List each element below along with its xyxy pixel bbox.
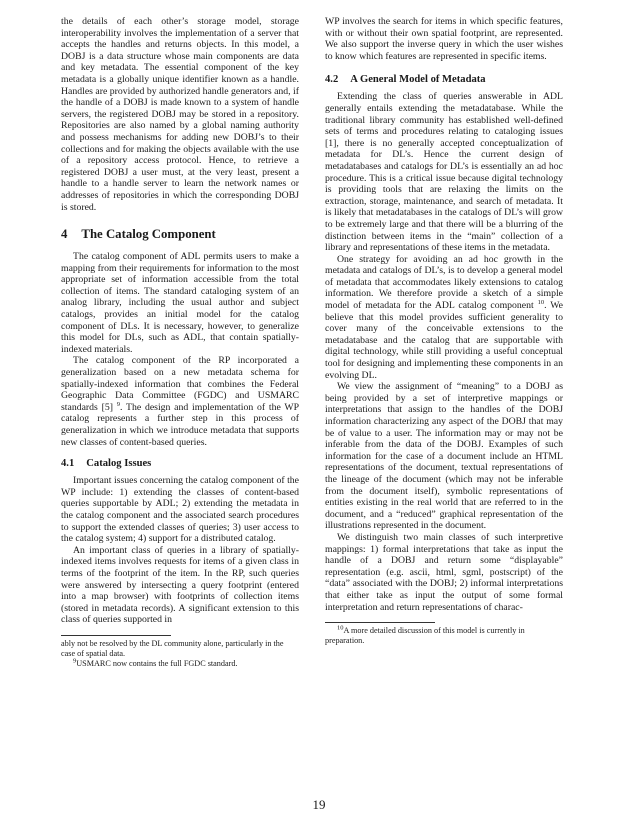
paragraph-text: . We believe that this model provides sufficient generality to cover many of the conceivable extensions to the metadatabase and the catalog that are supportable with digital technology, while still providing a useful conceptual tool for designing and implementing these components in an evolving DL. — [325, 300, 564, 381]
footnote-text: USMARC now contains the full FGDC standard. — [76, 658, 238, 668]
paragraph — [61, 355, 299, 448]
footnote-ref: 10 — [537, 298, 545, 306]
paragraph-text: One strategy for avoiding an ad hoc growth in the metadata and catalogs of DL’s, is to develop a general model of metadata that accommodates likely extensions to catalog information. We therefore provide a sketch of a simple model of metadata for the ADL catalog component — [325, 253, 563, 312]
subsection-number: 4.1 — [61, 458, 75, 470]
footnote-rule — [325, 622, 435, 623]
section-heading — [61, 227, 299, 242]
page-number: 19 — [312, 797, 326, 812]
paragraph — [325, 254, 563, 382]
paragraph: An important class of queries in a library of spatially-indexed items involves requests for items of a given class in terms of the footprint of the item. In the RP, such queries were answered by intersecting a query footprint (entered into a map browser) with footprints of collection items (stored in metadata records). A significant extension to this class of queries supported in — [61, 544, 299, 626]
footnote: ably not be resolved by the DL community alone, particularly in the case of spatial data. — [61, 638, 284, 658]
footnote — [61, 656, 299, 669]
subsection-heading — [61, 457, 299, 470]
subsection-title: Catalog Issues — [86, 458, 152, 470]
paragraph: the details of each other’s storage model, storage interoperability involves the implementation of a server that accepts the handles and returns objects. In this model, a DOBJ is a data structure whose main components are data and key metadata. The essential component of the key metadata is a globally unique identifier known as a handle. Handles are provided by authorized handle generators and, if the handle of a DOBJ is made known to a system of handle servers, the registered DOBJ may be stored in a repository. Repositories are also named by a global naming authority and possess mechanisms for adding new DOBJ’s to their collections and for making the objects available with the use of a repository access protocol. Hence, to retrieve a registered DOBJ a user must, at the very least, present a handle to a handle server to learn the network names or addresses of repositories in which the corresponding DOBJ is stored. — [61, 16, 299, 213]
footnote-text: A more detailed discussion of this model is currently in preparation. — [325, 626, 525, 645]
paragraph: We view the assignment of “meaning” to a DOBJ as being provided by a set of interpretive mappings or interpretations that assign to the handles of the DOBJ information characterizing any aspect of the DOBJ that may be of value to a user. The information may or may not be inferable from the data of the DOBJ. Examples of such information for the case of a document include an HTML representations of the document, textual representations of the lineage of the document (which may not be inferable from the document itself), symbolic representations of entities existing in the real world that are referred to in the document, and a “reduced” graphical representation of the illustrations represented in the document. — [325, 381, 563, 532]
subsection-heading — [325, 73, 563, 86]
paragraph-text: The catalog component of the RP incorporated a generalization based on a new metadata schema for spatially-indexed information that combines the Federal Geographic Data Committee (FGDC) and USMARC standards [5] — [61, 355, 299, 413]
paragraph: Important issues concerning the catalog component of the WP include: 1) extending the classes of content-based queries supportable by ADL; 2) extending the metadata in the catalog component and the associated search procedures to support the extended classes of queries; 3) user access to the catalog system; 4) support for a distributed catalog. — [61, 475, 299, 545]
section-number: 4 — [61, 227, 68, 242]
paragraph: Extending the class of queries answerable in ADL generally entails extending the metadatabase. While the traditional library community has established well-defined sets of terms and procedures relating to cataloging issues [1], there is no generally accepted conceptualization of metadata for DL’s. Hence the current design of metadatabases and catalogs for DL’s is essentially an ad hoc procedure. This is a critical issue because digital technology is providing tools that are relaxing the limits on the extraction, storage, maintenance, and search of metadata. It is likely that metadatabases in the catalogs of DL’s will grow to be extremely large and that there will be a blurring of the distinction between items in the “main” collection of a library and representations of these items in the metadata. — [325, 91, 563, 254]
paragraph: WP involves the search for items in which specific features, with or without their own spatial footprint, are represented. We also support the inverse query in which the user wishes to know which features are represented in specific items. — [325, 16, 563, 62]
subsection-title: A General Model of Metadata — [350, 74, 486, 86]
subsection-number: 4.2 — [325, 74, 339, 86]
paragraph: We distinguish two main classes of such interpretive mappings: 1) formal interpretations that take as input the handle of a DOBJ and return some “displayable” representation (e.g. ascii, html, sgml, postscript) of the “data” associated with the DOBJ; 2) informal interpretations that either take as input the output of some formal interpretation and return representations of charac- — [325, 531, 563, 613]
section-title: The Catalog Component — [81, 227, 216, 242]
footnote-number: 9 — [73, 656, 77, 664]
footnote-number: 10 — [337, 624, 344, 632]
paragraph: The catalog component of ADL permits users to make a mapping from their requirements for information to the most appropriate set of information accessible from the total collection of items. The standard cataloging system of an analog library, including the usual author and subject catalogs, provides an initial model for the catalog component of DLs. It is necessary, however, to generalize this model for DLs, such as ADL, that contain spatially-indexed materials. — [61, 251, 299, 355]
footnote-ref: 9 — [116, 400, 120, 408]
right-column — [325, 16, 563, 646]
paragraph-text: . The design and implementation of the WP catalog represents a further step in this process of generalization in which we introduce metadata that supports new classes of content-based queries. — [61, 401, 300, 448]
footnote-rule — [61, 635, 171, 636]
footnote — [325, 626, 563, 646]
left-column — [61, 16, 299, 668]
